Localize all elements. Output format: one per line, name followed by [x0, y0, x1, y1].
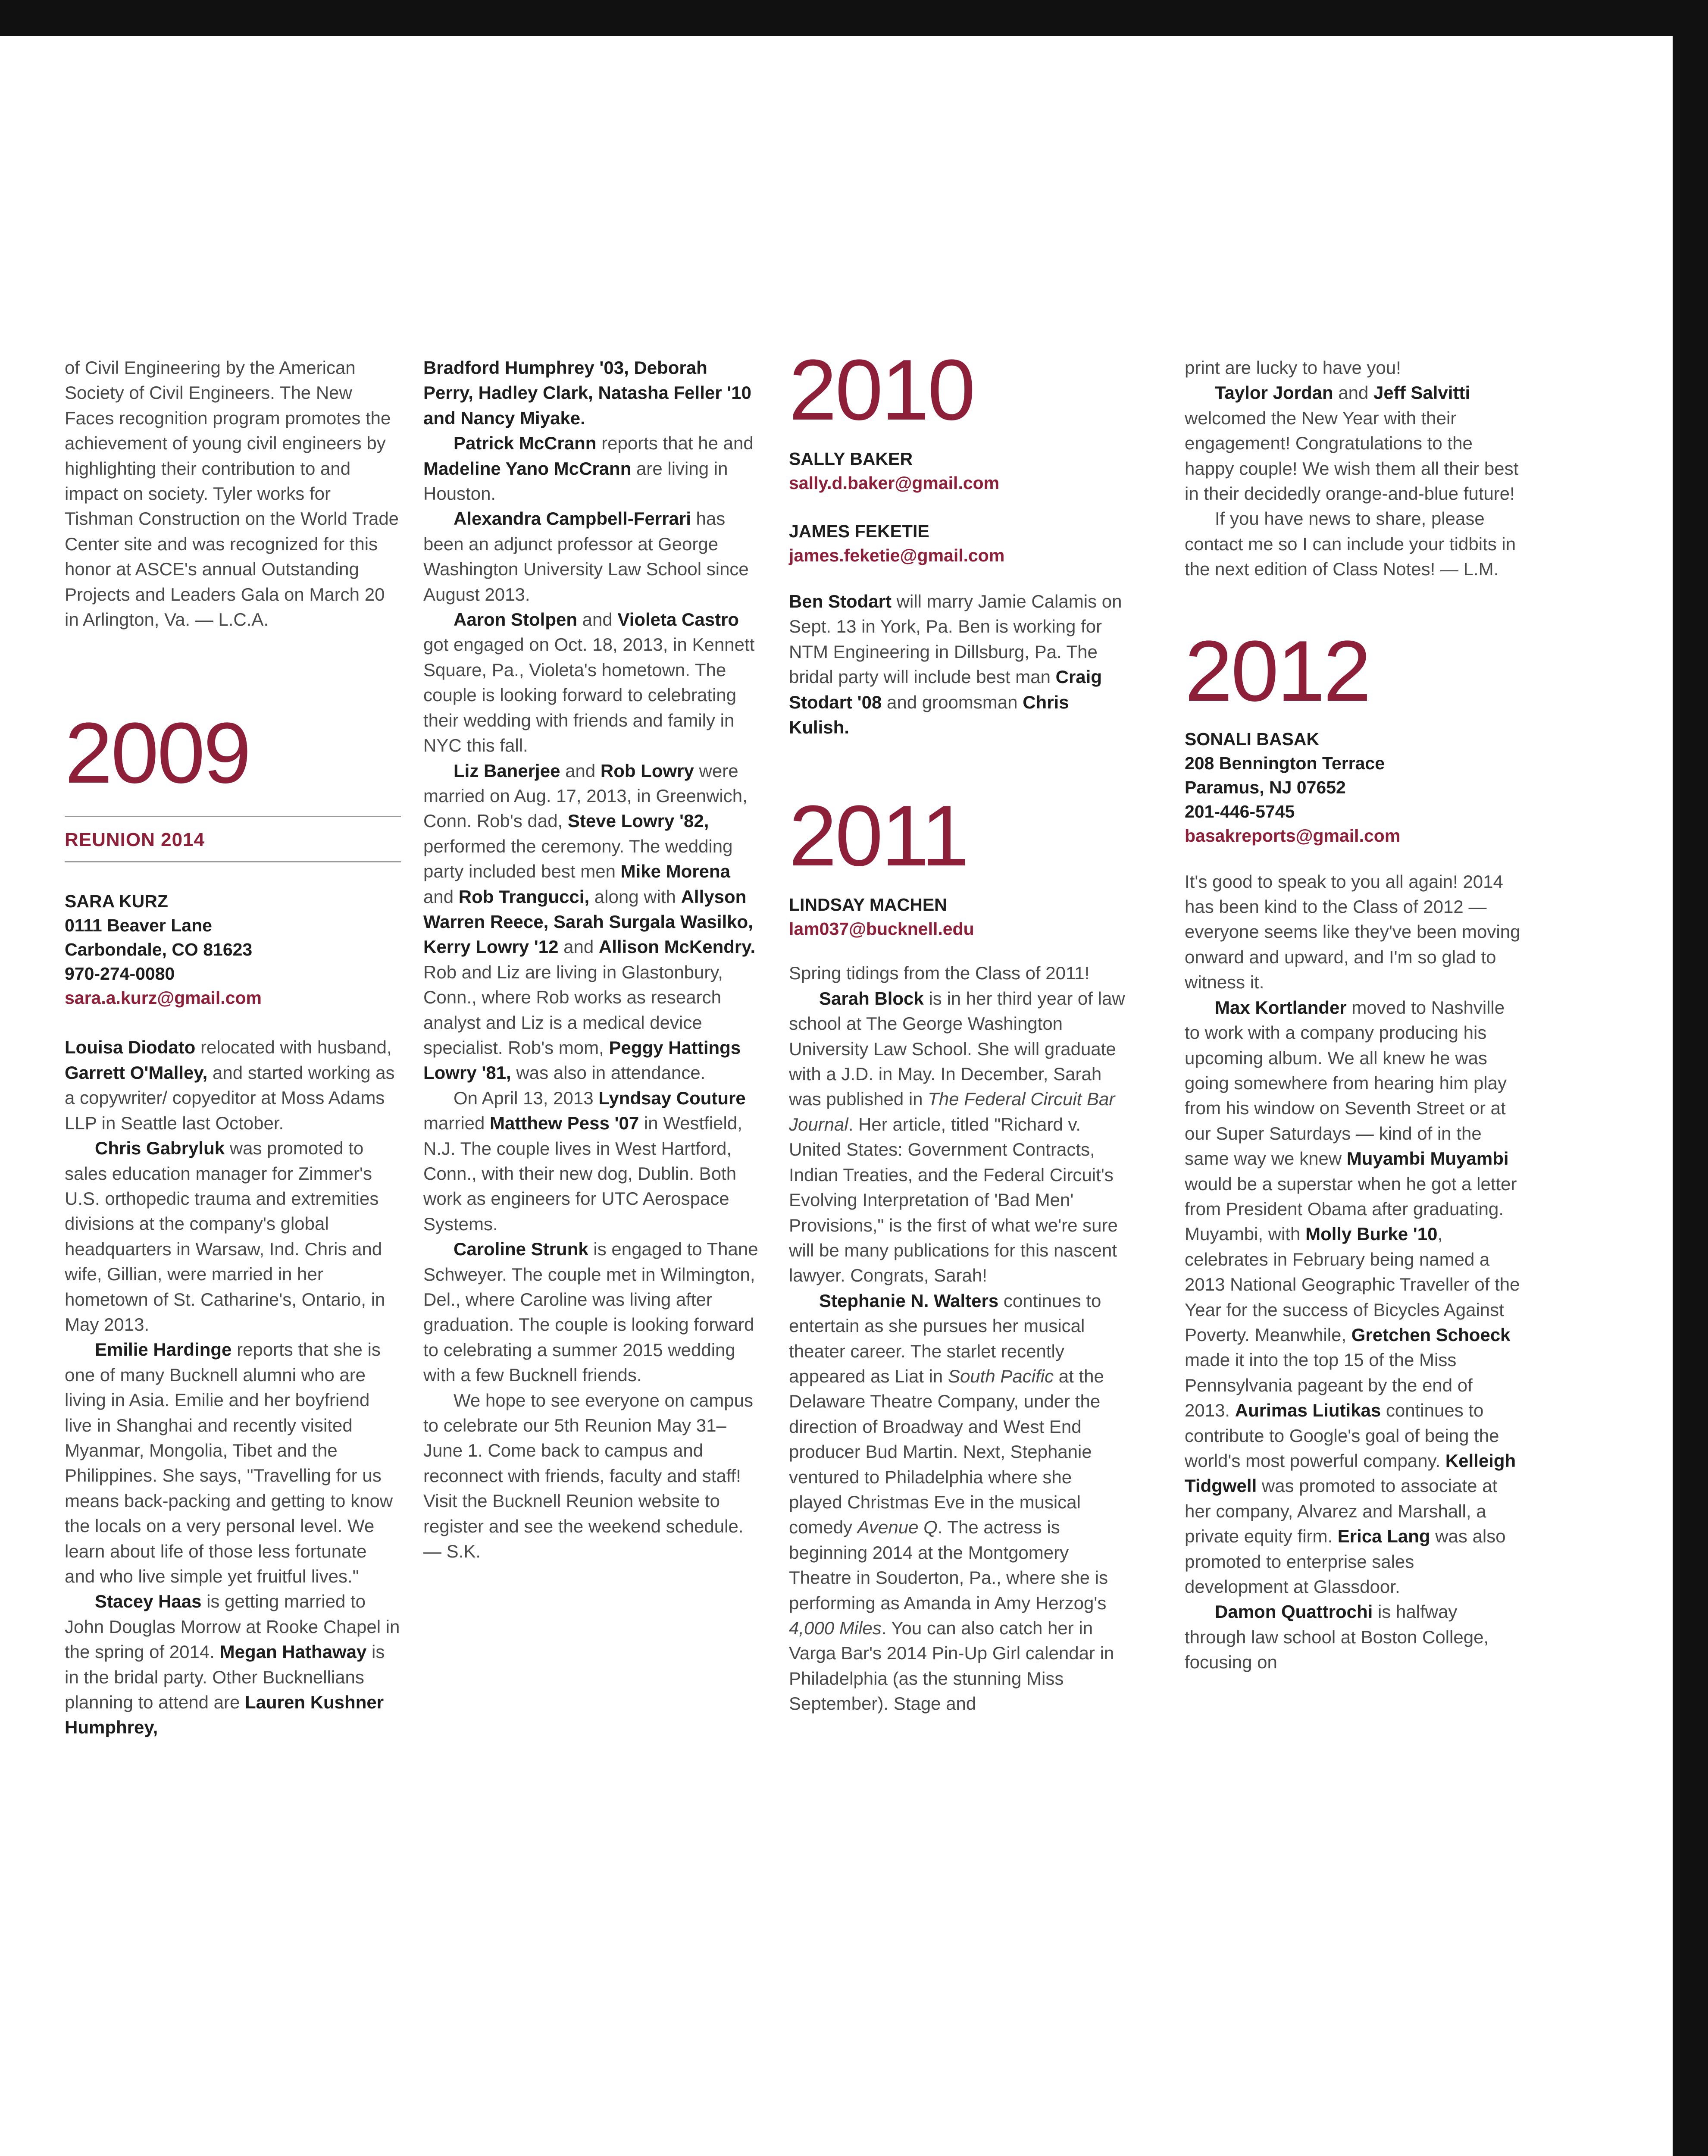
class-reporter-name: SONALI BASAK — [1185, 729, 1320, 749]
alum-name: Liz Banerjee — [454, 760, 560, 781]
note-paragraph: On April 13, 2013 Lyndsay Couture married Matthew Pess '07 in Westfield, N.J. The couple lives in West Hartford, Conn., with their new dog, Dublin. Both work as engineers for UTC Aerospace Systems. — [423, 1087, 746, 1234]
alum-name: Rob Trangucci, — [458, 886, 590, 907]
alum-name: Mike Morena — [620, 861, 730, 882]
reporter-email-link[interactable]: sara.a.kurz@gmail.com — [65, 988, 262, 1008]
note-paragraph: Patrick McCrann reports that he and Madeline Yano McCrann are living in Houston. — [423, 433, 754, 504]
col1-intro: of Civil Engineering by the American Society of Civil Engineers. The New Faces recognition program promotes the achievement of young civil engineers by highlighting their contribution to and impact on society. Tyler works for Tishman Construction on the World Trade Center site and was recognized for this honor at ASCE's annual Outstanding Projects and Leaders Gala on March 20 in Arlington, Va. — L.C.A. — [65, 357, 399, 630]
reporter-email-link[interactable]: james.feketie@gmail.com — [789, 545, 1005, 565]
reporter-email-link[interactable]: sally.d.baker@gmail.com — [789, 473, 1000, 493]
alum-name: Peggy Hattings Lowry '81, — [423, 1037, 741, 1083]
note-paragraph: Chris Gabryluk was promoted to sales education manager for Zimmer's U.S. orthopedic trauma and extremities divisions at the company's global headquarters in Warsaw, Ind. Chris and wife, Gillian, were married in her hometown of St. Catharine's, Ontario, in May 2013. — [65, 1138, 385, 1335]
alum-names: Bradford Humphrey '03, Deborah Perry, Hadley Clark, Natasha Feller '10 and Nancy Miyake. — [423, 357, 751, 428]
alum-name: Megan Hathaway — [219, 1642, 367, 1662]
alum-name: Allison McKendry. — [598, 937, 756, 957]
alum-name: Caroline Strunk — [454, 1239, 588, 1260]
alum-name: Gretchen Schoeck — [1351, 1324, 1511, 1345]
magazine-page — [0, 36, 1673, 2156]
reporter-email-link[interactable]: basakreports@gmail.com — [1185, 825, 1401, 846]
alum-name: Alexandra Campbell-Ferrari — [454, 508, 691, 529]
note-paragraph: Sarah Block is in her third year of law school at The George Washington University Law School. She will graduate with a J.D. in May. In December, Sarah was published in The Federal Circuit Bar Journal. Her article, titled "Richard v. United States: Government Contracts, Indian Treaties, and the Federal Circuit's Evolving Interpretation of 'Bad Men' Provisions," is the first of what we're sure will be many publications for this nascent lawyer. Congrats, Sarah! — [789, 988, 1125, 1286]
note-paragraph — [423, 355, 760, 431]
alum-name: Steve Lowry '82, — [567, 811, 709, 831]
column-4 — [1185, 355, 1521, 1675]
alum-name: Allyson Warren Reece, Sarah Surgala Wasilko, Kerry Lowry '12 — [423, 886, 753, 957]
alum-name: Craig Stodart '08 — [789, 667, 1102, 712]
publication-title: The Federal Circuit Bar Journal — [789, 1089, 1115, 1134]
note-paragraph: Stacey Haas is getting married to John Douglas Morrow at Rooke Chapel in the spring of 2014. Megan Hathaway is in the bridal party. Other Bucknellians planning to attend are Lauren Kushner Humphrey, — [65, 1591, 400, 1738]
alum-name: Chris Gabryluk — [95, 1138, 225, 1159]
class-reporter-name: SALLY BAKER — [789, 449, 913, 469]
alum-name: Lyndsay Couture — [598, 1087, 746, 1108]
alum-name: Ben Stodart — [789, 591, 892, 611]
note-paragraph: Louisa Diodato relocated with husband, Garrett O'Malley, and started working as a copywriter/ copyeditor at Moss Adams LLP in Seattle last October. — [65, 1037, 395, 1133]
alum-name: Aaron Stolpen — [454, 609, 578, 630]
note-paragraph: If you have news to share, please contact me so I can include your tidbits in the next edition of Class Notes! — L.M. — [1185, 508, 1516, 580]
show-title: South Pacific — [948, 1366, 1054, 1386]
note-paragraph: Aaron Stolpen and Violeta Castro got engaged on Oct. 18, 2013, in Kennett Square, Pa., Violeta's hometown. The couple is looking forward to celebrating their wedding with friends and family in NYC this fall. — [423, 609, 755, 756]
note-paragraph: Caroline Strunk is engaged to Thane Schweyer. The couple met in Wilmington, Del., where Caroline was living after graduation. The couple is looking forward to celebrating a summer 2015 wedding with a few Bucknell friends. — [423, 1239, 758, 1385]
column-2 — [423, 355, 760, 1564]
alum-name: Patrick McCrann — [454, 433, 597, 454]
alum-name: Muyambi Muyambi — [1346, 1148, 1509, 1169]
alum-name: Chris Kulish. — [789, 692, 1069, 738]
year-heading-2009: 2009 — [65, 705, 250, 802]
alum-name: Damon Quattrochi — [1215, 1601, 1373, 1622]
reporter-email-link[interactable]: lam037@bucknell.edu — [789, 919, 974, 939]
show-title: 4,000 Miles — [789, 1618, 882, 1638]
reporter-phone: 201-446-5745 — [1185, 801, 1295, 821]
note-paragraph: Emilie Hardinge reports that she is one of many Bucknell alumni who are living in Asia. Emilie and her boyfriend live in Shanghai and recently visited Myanmar, Mongolia, Tibet and the Philippines. She says, "Travelling for us means back-packing and getting to know the locals on a very personal level. We learn about life of those less fortunate and who live simple yet fruitful lives." — [65, 1339, 393, 1586]
reporter-address-line1: 208 Bennington Terrace — [1185, 753, 1385, 773]
column-3 — [789, 342, 1125, 1717]
alum-name: Erica Lang — [1337, 1526, 1430, 1547]
note-paragraph: Liz Banerjee and Rob Lowry were married on Aug. 17, 2013, in Greenwich, Conn. Rob's dad, Steve Lowry '82, performed the ceremony. The wedding party included best men Mike Morena and Rob Trangucci, along with Allyson Warren Reece, Sarah Surgala Wasilko, Kerry Lowry '12 and Allison McKendry. Rob and Liz are living in Glastonbury, Conn., where Rob works as research analyst and Liz is a medical device specialist. Rob's mom, Peggy Hattings Lowry '81, was also in attendance. — [423, 760, 756, 1083]
reporter-address-line2: Paramus, NJ 07652 — [1185, 777, 1346, 797]
note-paragraph: Alexandra Campbell-Ferrari has been an adjunct professor at George Washington University Law School since August 2013. — [423, 508, 749, 605]
alum-name: Louisa Diodato — [65, 1037, 196, 1058]
note-paragraph: We hope to see everyone on campus to celebrate our 5th Reunion May 31–June 1. Come back to campus and reconnect with friends, faculty and staff! Visit the Bucknell Reunion website to register and see the weekend schedule. — S.K. — [423, 1390, 753, 1562]
class-reporter-name: JAMES FEKETIE — [789, 521, 929, 541]
year-heading-2010: 2010 — [789, 342, 974, 438]
note-paragraph: Ben Stodart will marry Jamie Calamis on Sept. 13 in York, Pa. Ben is working for NTM Engineering in Dillsburg, Pa. The bridal party will include best man Craig Stodart '08 and groomsman Chris Kulish. — [789, 591, 1122, 738]
year-heading-2012: 2012 — [1185, 623, 1370, 719]
class-reporter-name: LINDSAY MACHEN — [789, 895, 947, 915]
alum-name: Taylor Jordan — [1215, 382, 1333, 403]
alum-name: Kelleigh Tidgwell — [1185, 1451, 1516, 1496]
alum-name: Aurimas Liutikas — [1235, 1400, 1381, 1421]
alum-name: Garrett O'Malley, — [65, 1062, 208, 1083]
alum-name: Jeff Salvitti — [1373, 382, 1470, 403]
reporter-address-line1: 0111 Beaver Lane — [65, 915, 212, 936]
reunion-label: REUNION 2014 — [65, 829, 205, 851]
alum-name: Max Kortlander — [1215, 997, 1347, 1018]
year-heading-2011: 2011 — [789, 788, 968, 884]
alum-name: Matthew Pess '07 — [490, 1113, 639, 1134]
alum-name: Emilie Hardinge — [95, 1339, 232, 1360]
note-paragraph: Max Kortlander moved to Nashville to work with a company producing his upcoming album. We all knew he was going somewhere from hearing him play from his window on Seventh Street or at our Super Saturdays — kind of in the same way we knew Muyambi Muyambi would be a superstar when he got a letter from President Obama after graduating. Muyambi, with Molly Burke '10, celebrates in February being named a 2013 National Geographic Traveller of the Year for the success of Bicycles Against Poverty. Meanwhile, Gretchen Schoeck made it into the top 15 of the Miss Pennsylvania pageant by the end of 2013. Aurimas Liutikas continues to contribute to Google's goal of being the world's most powerful company. Kelleigh Tidgwell was promoted to associate at her company, Alvarez and Marshall, a private equity firm. Erica Lang was also promoted to enterprise sales development at Glassdoor. — [1185, 997, 1520, 1597]
show-title: Avenue Q — [857, 1517, 938, 1538]
alum-name: Madeline Yano McCrann — [423, 458, 632, 479]
alum-name: Rob Lowry — [600, 760, 694, 781]
reporter-address-line2: Carbondale, CO 81623 — [65, 940, 253, 960]
reporter-phone: 970-274-0080 — [65, 964, 175, 984]
note-paragraph: Stephanie N. Walters continues to entertain as she pursues her musical theater career. The starlet recently appeared as Liat in South Pacific at the Delaware Theatre Company, under the direction of Broadway and West End producer Bud Martin. Next, Stephanie ventured to Philadelphia where she played Christmas Eve in the musical comedy Avenue Q. The actress is beginning 2014 at the Montgomery Theatre in Souderton, Pa., where she is performing as Amanda in Amy Herzog's 4,000 Miles. You can also catch her in Varga Bar's 2014 Pin-Up Girl calendar in Philadelphia (as the stunning Miss September). Stage and — [789, 1290, 1114, 1714]
alum-name: Molly Burke '10 — [1305, 1224, 1438, 1244]
column-1 — [65, 355, 401, 1740]
note-paragraph: Spring tidings from the Class of 2011! — [789, 963, 1090, 984]
alum-name: Lauren Kushner Humphrey, — [65, 1692, 384, 1738]
note-paragraph: It's good to speak to you all again! 2014 has been kind to the Class of 2012 — everyone seems like they've been moving onward and upward, and I'm so glad to witness it. — [1185, 871, 1520, 993]
alum-name: Stephanie N. Walters — [819, 1290, 999, 1311]
note-paragraph: print are lucky to have you! — [1185, 357, 1401, 378]
class-reporter-name: SARA KURZ — [65, 891, 168, 912]
note-paragraph: Damon Quattrochi is halfway through law school at Boston College, focusing on — [1185, 1601, 1489, 1673]
alum-name: Sarah Block — [819, 988, 924, 1009]
alum-name: Violeta Castro — [617, 609, 739, 630]
alum-name: Stacey Haas — [95, 1591, 202, 1612]
note-paragraph: Taylor Jordan and Jeff Salvitti welcomed the New Year with their engagement! Congratulations to the happy couple! We wish them all their best in their decidedly orange-and-blue future! — [1185, 382, 1519, 504]
